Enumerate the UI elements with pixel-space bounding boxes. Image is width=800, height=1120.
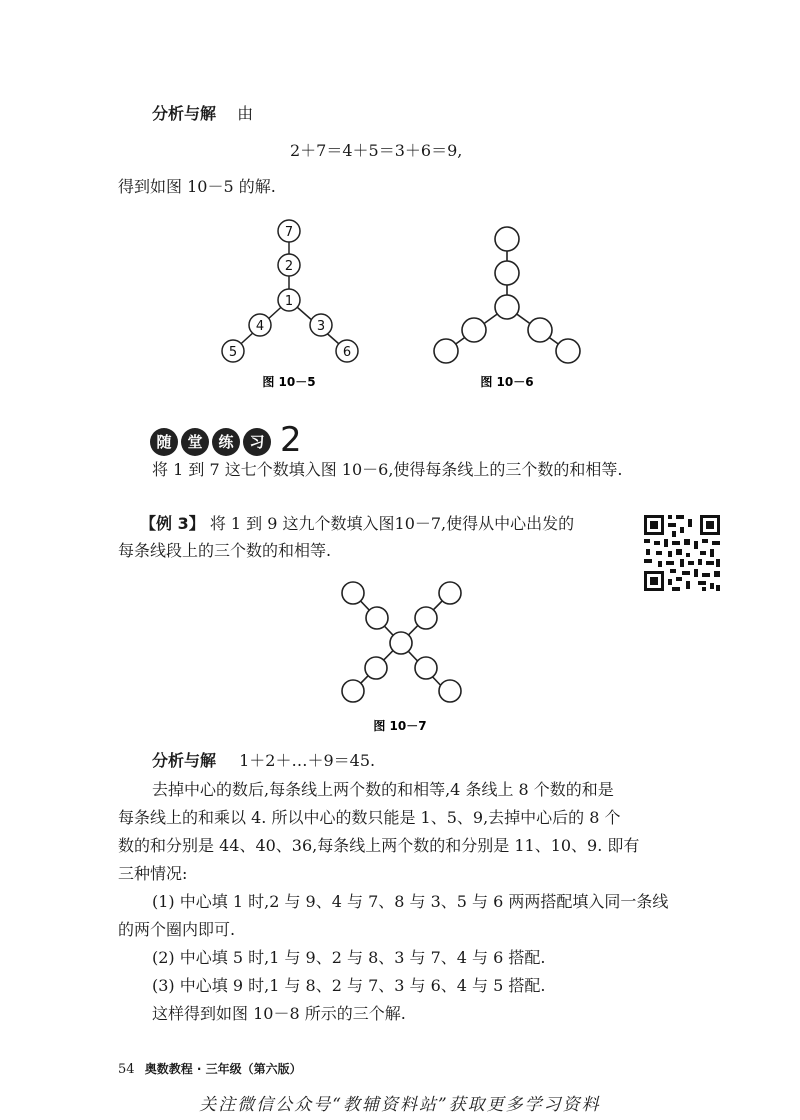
fig-10-6-node — [495, 295, 519, 319]
fig-10-7-node — [415, 657, 437, 679]
fig-10-7-node — [415, 607, 437, 629]
case-1-line1: (1) 中心填 1 时,2 与 9、4 与 7、8 与 3、5 与 6 两两搭配填入同一条线 — [152, 892, 669, 911]
fig-10-5-label: 4 — [255, 319, 265, 334]
fig-10-5-label: 2 — [284, 259, 294, 274]
page-footer — [118, 1060, 302, 1077]
paragraph-line: 数的和分别是 44、40、36,每条线上两个数的和分别是 11、10、9. 即有 — [118, 836, 640, 855]
example-3-line2: 每条线段上的三个数的和相等. — [118, 541, 332, 560]
fig-10-5-label: 3 — [316, 319, 326, 334]
figure-10-7 — [330, 575, 470, 735]
figure-10-5 — [222, 220, 358, 362]
fig-10-6-node — [528, 318, 552, 342]
watermark-text: 关注微信公众号“教辅资料站”获取更多学习资料 — [199, 1095, 601, 1115]
fig-10-5-label: 6 — [342, 345, 352, 360]
practice-number: 2 — [280, 420, 302, 460]
fig-10-6-node — [434, 339, 458, 363]
caption-10-7: 图 10－7 — [373, 719, 427, 733]
qr-code — [642, 513, 722, 593]
analysis-heading-label: 分析与解 — [152, 104, 217, 123]
case-2: (2) 中心填 5 时,1 与 9、2 与 8、3 与 7、4 与 6 搭配. — [152, 948, 546, 967]
figures-10-5-10-6 — [0, 210, 800, 395]
paragraph-line: 去掉中心的数后,每条线上两个数的和相等,4 条线上 8 个数的和是 — [152, 780, 614, 799]
final-line: 这样得到如图 10－8 所示的三个解. — [152, 1004, 406, 1023]
fig-10-7-node — [342, 582, 364, 604]
practice-text: 将 1 到 7 这七个数填入图 10－6,使得每条线上的三个数的和相等. — [152, 460, 623, 479]
equation-2: 1＋2＋…＋9＝45. — [239, 751, 376, 770]
fig-10-7-node — [365, 657, 387, 679]
case-3: (3) 中心填 9 时,1 与 8、2 与 7、3 与 6、4 与 5 搭配. — [152, 976, 546, 995]
case-1-line2: 的两个圈内即可. — [118, 920, 236, 939]
fig-10-6-node — [495, 261, 519, 285]
practice-badge: 堂 — [181, 428, 209, 456]
practice-badge: 练 — [212, 428, 240, 456]
page-number: 54 — [118, 1062, 135, 1077]
practice-badge: 习 — [243, 428, 271, 456]
example-3-line1 — [140, 510, 574, 538]
figure-10-6 — [434, 227, 580, 363]
fig-10-7-node — [439, 582, 461, 604]
fig-10-6-node — [556, 339, 580, 363]
practice-header — [150, 420, 302, 460]
fig-10-6-node — [495, 227, 519, 251]
analysis-heading-2-label: 分析与解 — [152, 751, 217, 770]
practice-badge: 随 — [150, 428, 178, 456]
example-3-label: 【例 3】 — [140, 514, 205, 533]
paragraph-line: 三种情况: — [118, 864, 188, 883]
example-3-text-line1: 将 1 到 9 这九个数填入图10－7,使得从中心出发的 — [209, 514, 575, 533]
analysis-intro-word: 由 — [237, 104, 254, 123]
fig-10-7-node — [342, 680, 364, 702]
analysis-heading-1 — [152, 100, 253, 128]
paragraph-line: 每条线上的和乘以 4. 所以中心的数只能是 1、5、9,去掉中心后的 8 个 — [118, 808, 621, 827]
caption-10-5: 图 10－5 — [262, 375, 316, 389]
analysis-heading-2 — [152, 747, 375, 775]
conclusion-1: 得到如图 10－5 的解. — [118, 177, 276, 196]
fig-10-5-label: 5 — [228, 345, 238, 360]
fig-10-5-label: 1 — [284, 294, 294, 309]
caption-10-6: 图 10－6 — [480, 375, 534, 389]
fig-10-6-node — [462, 318, 486, 342]
fig-10-5-label: 7 — [284, 225, 294, 240]
equation-1: 2＋7＝4＋5＝3＋6＝9, — [290, 141, 463, 160]
fig-10-7-node — [439, 680, 461, 702]
fig-10-7-node — [390, 632, 412, 654]
fig-10-7-node — [366, 607, 388, 629]
book-title: 奥数教程 · 三年级（第六版） — [144, 1062, 302, 1076]
